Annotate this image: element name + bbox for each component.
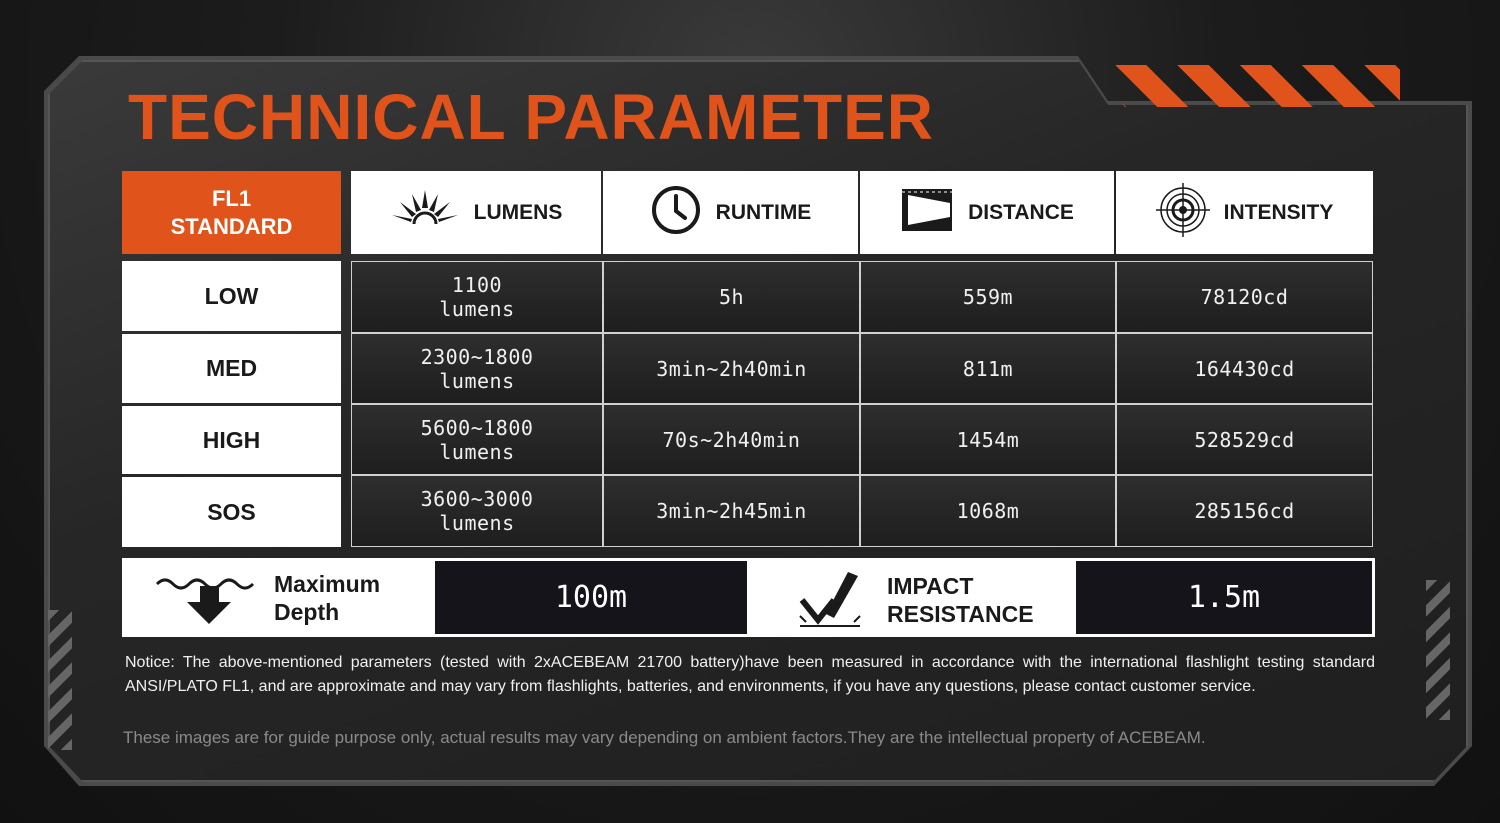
table-cell-runtime: 70s~2h40min [603,404,860,475]
table-cell-intensity: 528529cd [1116,404,1373,475]
table-cell-lumens [351,261,603,333]
row-label-low: LOW [122,261,341,331]
depth-label-line1: Maximum [274,571,381,597]
row-label-high: HIGH [122,406,341,474]
water-depth-icon [155,568,260,628]
lumens-unit: lumens [439,439,515,464]
header-intensity [1116,171,1373,254]
side-stripes-left [48,610,72,750]
table-cell-runtime: 5h [603,261,860,333]
beam-distance-icon [900,187,954,239]
table-cell-intensity: 78120cd [1116,261,1373,333]
depth-label [274,570,380,626]
side-stripes-right [1426,580,1450,720]
impact-value: 1.5m [1076,561,1372,634]
table-cell-lumens [351,404,603,475]
lumens-value: 3600~3000 [420,487,534,511]
table-cell-lumens [351,333,603,404]
target-icon [1156,183,1210,243]
lumens-unit: lumens [439,368,515,393]
header-intensity-label: INTENSITY [1223,200,1334,224]
table-cell-distance: 1068m [860,475,1116,547]
table-cell-distance: 559m [860,261,1116,333]
impact-label [887,572,1034,628]
table-cell-lumens [351,475,603,547]
header-runtime-label: RUNTIME [715,200,812,224]
table-cell-distance: 811m [860,333,1116,404]
depth-label-line2: Depth [274,599,340,625]
lumens-value: 5600~1800 [420,415,534,440]
depth-value: 100m [435,561,747,634]
page-title: TECHNICAL PARAMETER [128,81,934,153]
impact-icon [798,570,863,630]
table-cell-intensity: 164430cd [1116,333,1373,404]
fl1-standard-label [122,171,341,254]
table-cell-runtime: 3min~2h45min [603,475,860,547]
row-label-med: MED [122,334,341,403]
hazard-stripes [1095,65,1400,107]
header-runtime [603,171,858,254]
impact-label-line1: IMPACT [887,573,974,599]
burst-icon [390,188,460,238]
lumens-unit: lumens [439,297,515,321]
clock-icon [650,184,702,242]
lumens-value: 1100 [451,273,503,297]
table-cell-intensity: 285156cd [1116,475,1373,547]
header-lumens [351,171,601,254]
impact-label-line2: RESISTANCE [887,601,1034,627]
disclaimer-text: These images are for guide purpose only, actual results may vary depending on ambient factors.They are the intellectual property of ACEBEAM. [123,728,1206,747]
lumens-unit: lumens [439,511,515,535]
row-label-sos: SOS [122,477,341,547]
header-distance [860,171,1114,254]
table-cell-runtime: 3min~2h40min [603,333,860,404]
notice-text: Notice: The above-mentioned parameters (tested with 2xACEBEAM 21700 battery)have been measured in accordance with the international flashlight testing standard ANSI/PLATO FL1, and are approximate and may vary from flashlights, batteries, and environments, if you have any questions, please contact customer service. [125,654,1375,695]
corner-label-line1: FL1 [211,185,252,211]
table-cell-distance: 1454m [860,404,1116,475]
header-distance-label: DISTANCE [968,200,1074,224]
corner-label-line2: STANDARD [170,213,293,239]
lumens-value: 2300~1800 [420,344,534,369]
header-lumens-label: LUMENS [473,200,563,224]
